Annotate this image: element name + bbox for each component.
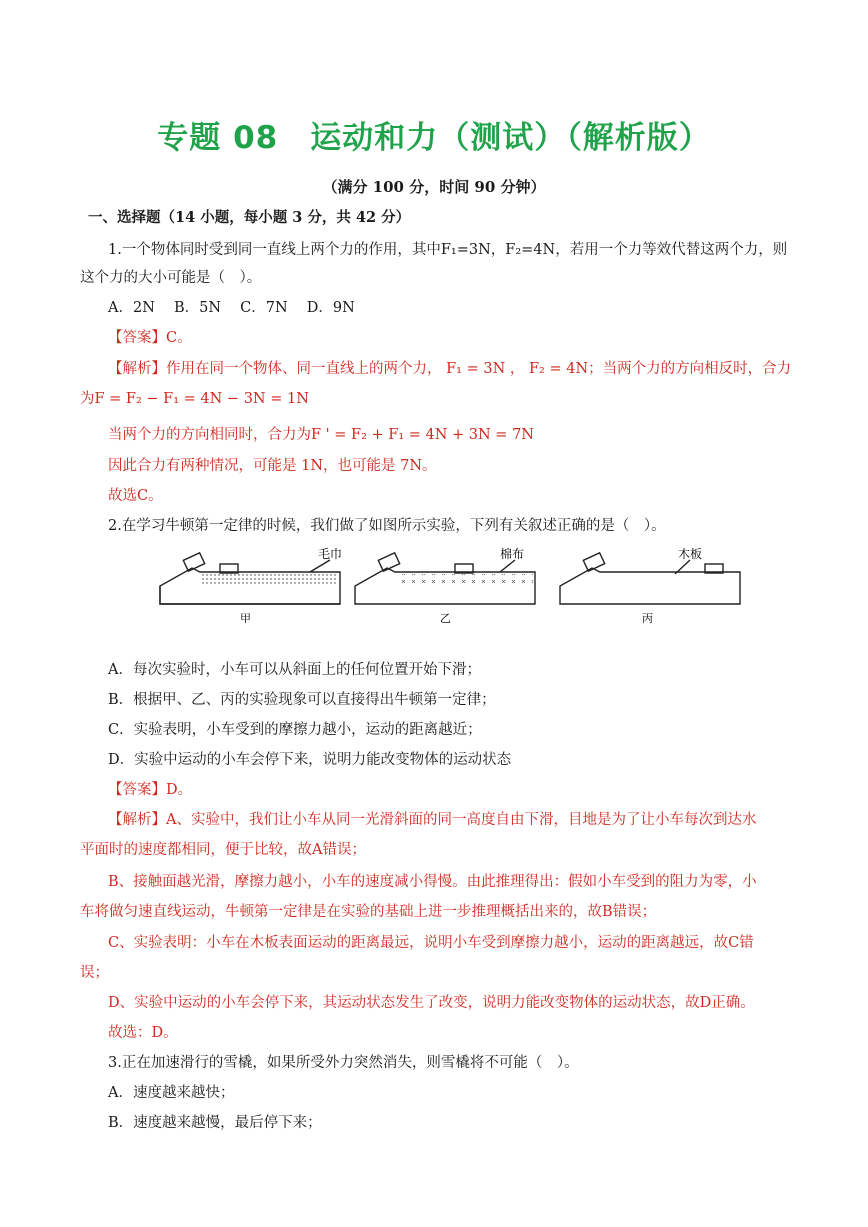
q1-analysis-line2: 为F = F₂ − F₁ = 4N − 3N = 1N — [80, 391, 309, 407]
q1-analysis-line1: 【解析】作用在同一个物体、同一直线上的两个力， F₁ = 3N ， F₂ = 4N；当两个力的方向相反时，合力 — [108, 361, 792, 377]
q1-answer: 【答案】C。 — [108, 330, 192, 346]
experiment-figure — [150, 546, 750, 626]
label-towel: 毛巾 — [318, 547, 343, 561]
q2-analysis-line6: 误； — [80, 965, 109, 981]
q2-analysis-line7: D、实验中运动的小车会停下来，其运动状态发生了改变，说明力能改变物体的运动状态，故D正确。 — [108, 995, 755, 1011]
q1-options: A．2N B．5N C．7N D．9N — [108, 300, 355, 316]
q3-stem: 3.正在加速滑行的雪橇，如果所受外力突然消失，则雪橇将不可能（ ）。 — [108, 1055, 579, 1071]
q1-stem-line2: 这个力的大小可能是（ ）。 — [80, 270, 262, 286]
label-wood: 木板 — [678, 547, 703, 561]
page-title: 专题 08 运动和力（测试）（解析版） — [157, 120, 711, 156]
q2-analysis-line1: 【解析】A、实验中，我们让小车从同一光滑斜面的同一高度自由下滑，目地是为了让小车每次到达水 — [108, 812, 757, 828]
q2-answer: 【答案】D。 — [108, 782, 193, 798]
q3-option-b: B．速度越来越慢，最后停下来； — [108, 1115, 322, 1131]
q1-analysis-line3: 当两个力的方向相同时，合力为F ' = F₂ + F₁ = 4N + 3N = 7N — [108, 427, 534, 443]
q2-option-c: C．实验表明，小车受到的摩擦力越小，运动的距离越近； — [108, 722, 482, 738]
caption-yi: 乙 — [440, 612, 451, 625]
caption-jia: 甲 — [240, 612, 251, 625]
q1-stem-line1: 1.一个物体同时受到同一直线上两个力的作用，其中F₁=3N，F₂=4N，若用一个力等效代替这两个力，则 — [108, 242, 788, 258]
score-time-note: （满分 100 分，时间 90 分钟） — [322, 178, 546, 196]
q2-analysis-line5: C、实验表明：小车在木板表面运动的距离最远，说明小车受到摩擦力越小，运动的距离越远，故C错 — [108, 935, 754, 951]
q2-analysis-line2: 平面时的速度都相同，便于比较，故A错误； — [80, 842, 366, 858]
q1-analysis-line4: 因此合力有两种情况，可能是 1N，也可能是 7N。 — [108, 458, 437, 474]
q2-choice: 故选：D。 — [108, 1025, 178, 1041]
q2-option-d: D．实验中运动的小车会停下来，说明力能改变物体的运动状态 — [108, 752, 512, 768]
label-cotton: 棉布 — [500, 547, 525, 561]
q2-stem: 2.在学习牛顿第一定律的时候，我们做了如图所示实验，下列有关叙述正确的是（ ）。 — [108, 518, 666, 534]
experiment-diagram — [150, 546, 750, 626]
caption-bing: 丙 — [642, 612, 653, 625]
q2-analysis-line3: B、接触面越光滑，摩擦力越小，小车的速度减小得慢。由此推理得出：假如小车受到的阻力为零，小 — [108, 874, 757, 890]
section-heading: 一、选择题（14 小题，每小题 3 分，共 42 分） — [88, 209, 411, 226]
q1-choice: 故选C。 — [108, 488, 163, 504]
q2-analysis-line4: 车将做匀速直线运动，牛顿第一定律是在实验的基础上进一步推理概括出来的，故B错误； — [80, 904, 657, 920]
q3-option-a: A．速度越来越快； — [108, 1085, 235, 1101]
q2-option-a: A．每次实验时，小车可以从斜面上的任何位置开始下滑； — [108, 662, 481, 678]
q2-option-b: B．根据甲、乙、丙的实验现象可以直接得出牛顿第一定律； — [108, 692, 496, 708]
